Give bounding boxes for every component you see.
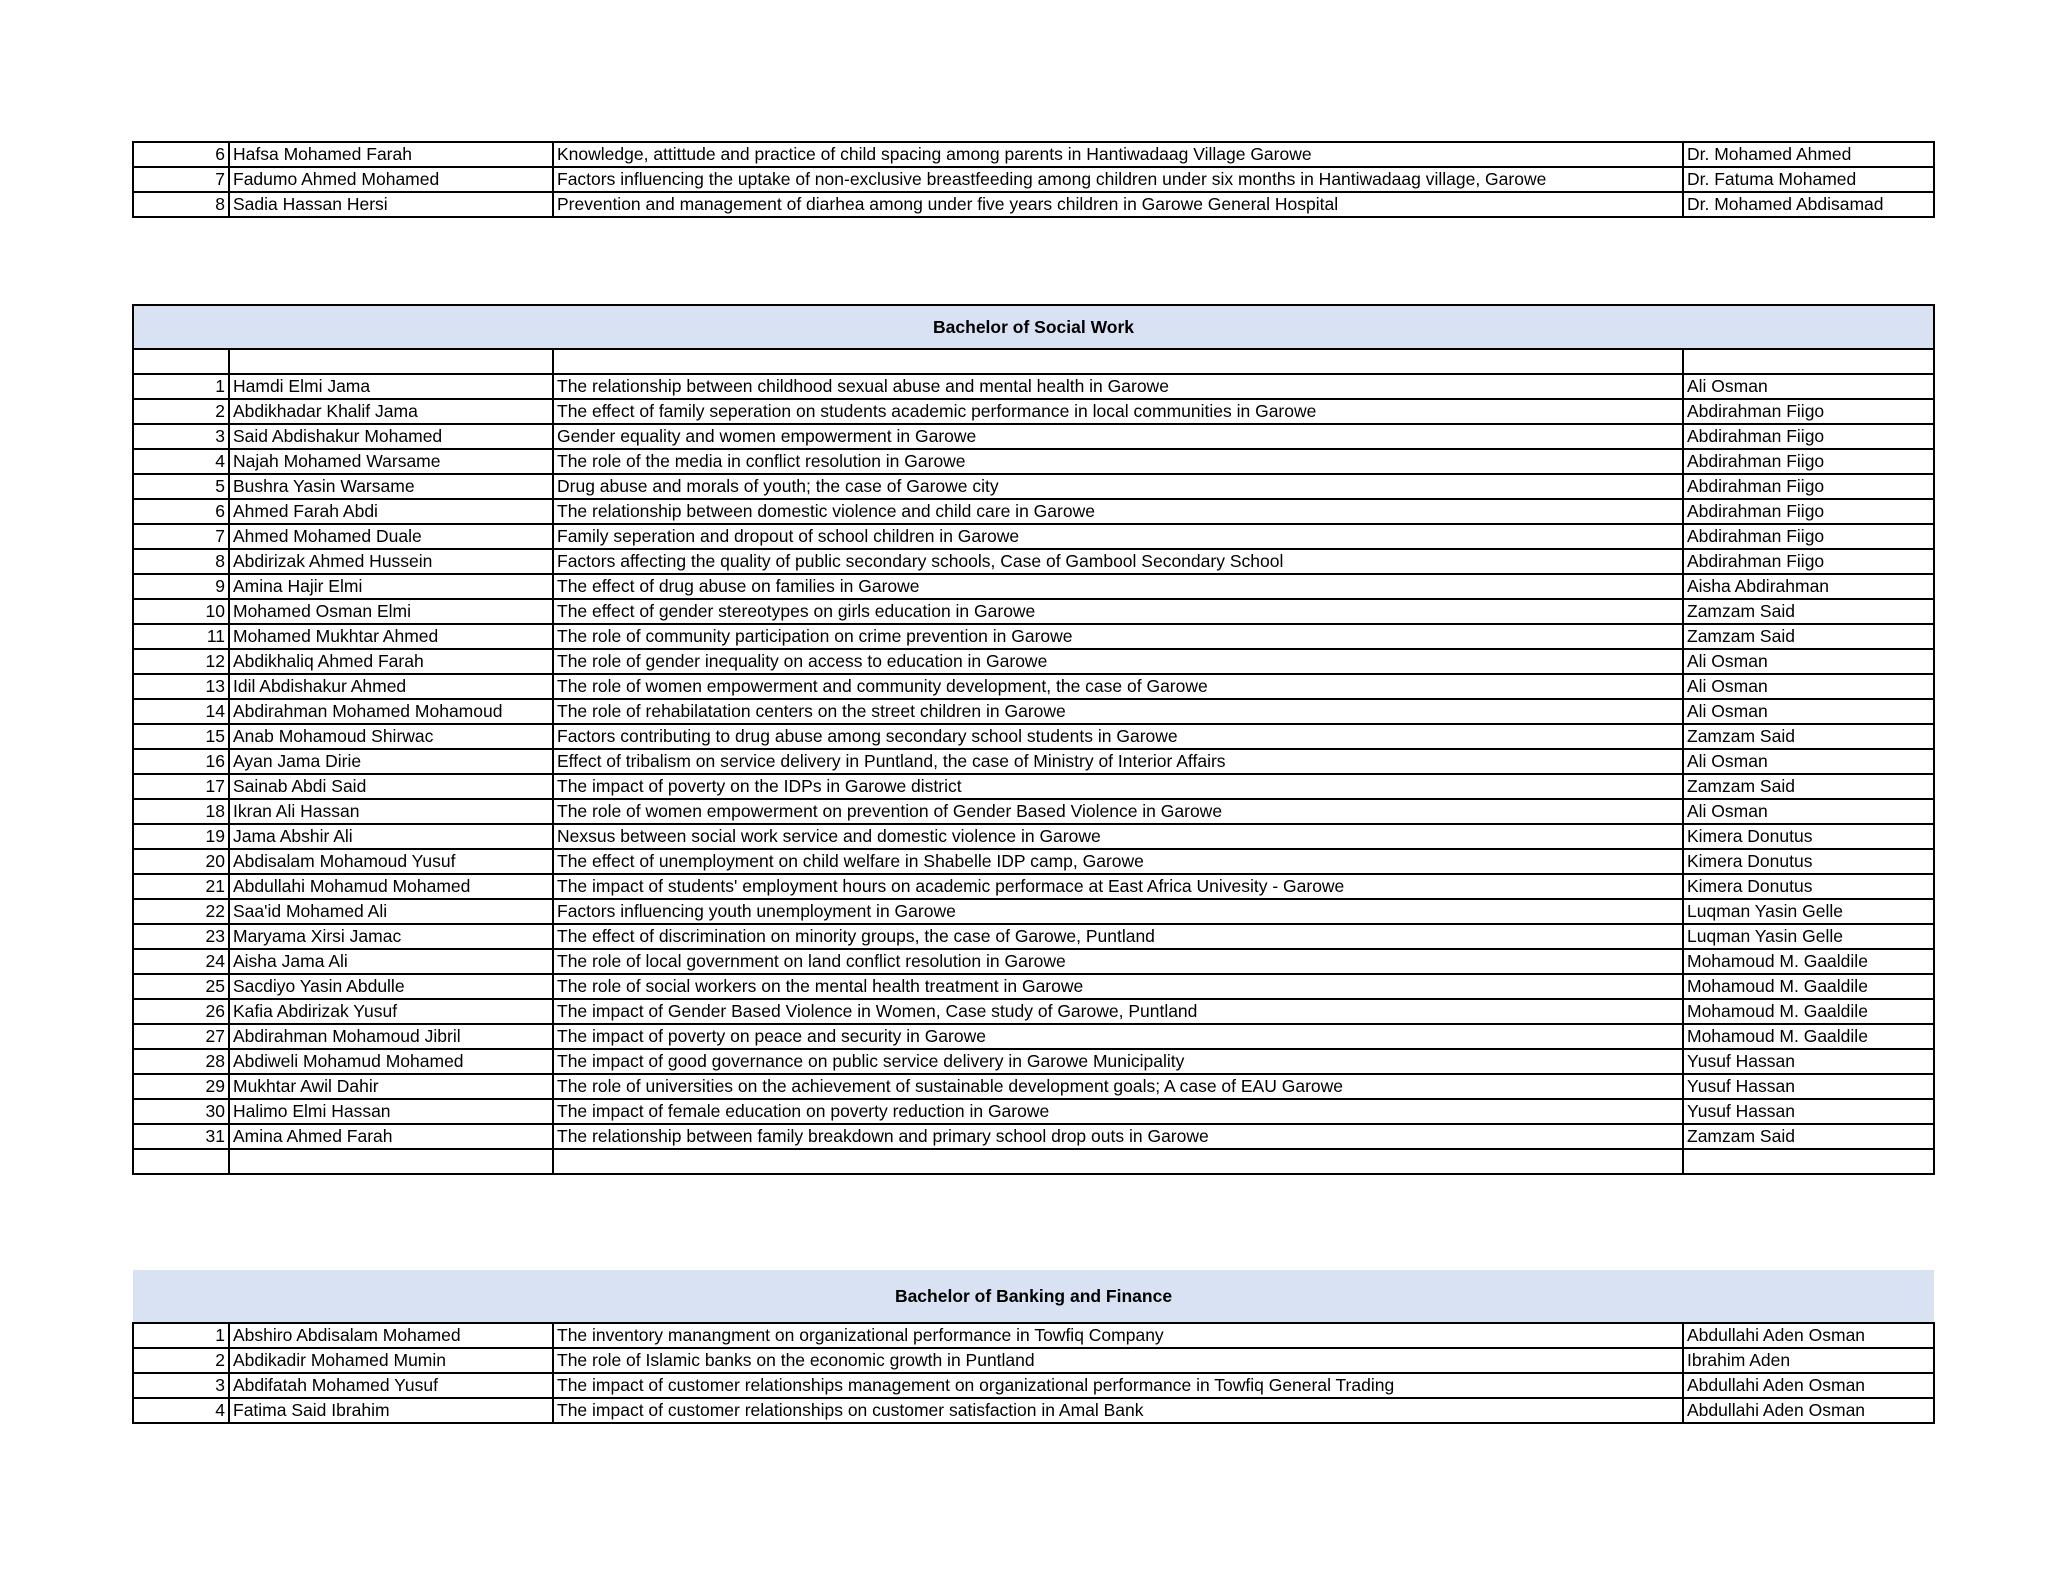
supervisor-name: Dr. Mohamed Ahmed xyxy=(1683,142,1934,167)
research-topic: The role of social workers on the mental health treatment in Garowe xyxy=(553,974,1683,999)
student-name: Hamdi Elmi Jama xyxy=(229,374,553,399)
row-number: 6 xyxy=(133,142,229,167)
row-number: 6 xyxy=(133,499,229,524)
supervisor-name: Zamzam Said xyxy=(1683,624,1934,649)
row-number: 8 xyxy=(133,549,229,574)
research-topic: The effect of drug abuse on families in Garowe xyxy=(553,574,1683,599)
supervisor-name: Ali Osman xyxy=(1683,674,1934,699)
row-number: 7 xyxy=(133,524,229,549)
row-number: 27 xyxy=(133,1024,229,1049)
student-name: Sadia Hassan Hersi xyxy=(229,192,553,217)
student-name: Abdikadir Mohamed Mumin xyxy=(229,1348,553,1373)
research-topic: The inventory manangment on organizational performance in Towfiq Company xyxy=(553,1323,1683,1348)
research-topic: The effect of unemployment on child welfare in Shabelle IDP camp, Garowe xyxy=(553,849,1683,874)
table-row xyxy=(133,374,1934,399)
row-number: 14 xyxy=(133,699,229,724)
research-topic: The impact of good governance on public service delivery in Garowe Municipality xyxy=(553,1049,1683,1074)
row-number: 13 xyxy=(133,674,229,699)
table-row xyxy=(133,624,1934,649)
row-number: 3 xyxy=(133,1373,229,1398)
student-name: Abdisalam Mohamoud Yusuf xyxy=(229,849,553,874)
student-name: Najah Mohamed Warsame xyxy=(229,449,553,474)
row-number: 2 xyxy=(133,399,229,424)
research-topic: The role of Islamic banks on the economic growth in Puntland xyxy=(553,1348,1683,1373)
section-title: Bachelor of Banking and Finance xyxy=(133,1270,1934,1323)
research-topic: The impact of customer relationships management on organizational performance in Towfiq General Trading xyxy=(553,1373,1683,1398)
row-number: 11 xyxy=(133,624,229,649)
row-number: 17 xyxy=(133,774,229,799)
research-topic: Effect of tribalism on service delivery in Puntland, the case of Ministry of Interior Affairs xyxy=(553,749,1683,774)
research-topic: The role of local government on land conflict resolution in Garowe xyxy=(553,949,1683,974)
table-row xyxy=(133,599,1934,624)
supervisor-name: Ali Osman xyxy=(1683,699,1934,724)
table-row xyxy=(133,424,1934,449)
row-number: 1 xyxy=(133,374,229,399)
supervisor-name: Abdullahi Aden Osman xyxy=(1683,1398,1934,1423)
research-topic: The role of gender inequality on access to education in Garowe xyxy=(553,649,1683,674)
row-number: 21 xyxy=(133,874,229,899)
research-topic: Drug abuse and morals of youth; the case of Garowe city xyxy=(553,474,1683,499)
table-row xyxy=(133,142,1934,167)
table-row xyxy=(133,674,1934,699)
table-row xyxy=(133,1323,1934,1348)
student-name: Amina Ahmed Farah xyxy=(229,1124,553,1149)
row-number: 19 xyxy=(133,824,229,849)
row-number: 24 xyxy=(133,949,229,974)
table-row xyxy=(133,1049,1934,1074)
student-name: Abdifatah Mohamed Yusuf xyxy=(229,1373,553,1398)
row-number: 25 xyxy=(133,974,229,999)
student-name: Ayan Jama Dirie xyxy=(229,749,553,774)
table-row xyxy=(133,1024,1934,1049)
row-number: 10 xyxy=(133,599,229,624)
student-name: Mohamed Osman Elmi xyxy=(229,599,553,624)
table-row xyxy=(133,1398,1934,1423)
research-topic: The role of women empowerment and community development, the case of Garowe xyxy=(553,674,1683,699)
row-number: 28 xyxy=(133,1049,229,1074)
student-name: Mohamed Mukhtar Ahmed xyxy=(229,624,553,649)
social-work-table xyxy=(132,304,1935,1175)
student-name: Amina Hajir Elmi xyxy=(229,574,553,599)
table-row xyxy=(133,699,1934,724)
supervisor-name: Mohamoud M. Gaaldile xyxy=(1683,974,1934,999)
row-number: 1 xyxy=(133,1323,229,1348)
supervisor-name: Dr. Mohamed Abdisamad xyxy=(1683,192,1934,217)
student-name: Anab Mohamoud Shirwac xyxy=(229,724,553,749)
supervisor-name: Mohamoud M. Gaaldile xyxy=(1683,999,1934,1024)
table-row xyxy=(133,974,1934,999)
supervisor-name: Ali Osman xyxy=(1683,649,1934,674)
supervisor-name: Abdullahi Aden Osman xyxy=(1683,1323,1934,1348)
research-topic: Factors influencing the uptake of non-exclusive breastfeeding among children under six months in Hantiwadaag village, Garowe xyxy=(553,167,1683,192)
supervisor-name: Kimera Donutus xyxy=(1683,849,1934,874)
row-number: 23 xyxy=(133,924,229,949)
research-topic: The relationship between domestic violence and child care in Garowe xyxy=(553,499,1683,524)
student-name: Hafsa Mohamed Farah xyxy=(229,142,553,167)
research-topic: Gender equality and women empowerment in Garowe xyxy=(553,424,1683,449)
student-name: Sainab Abdi Said xyxy=(229,774,553,799)
supervisor-name: Abdirahman Fiigo xyxy=(1683,449,1934,474)
continued-table-body xyxy=(133,142,1934,217)
supervisor-name: Yusuf Hassan xyxy=(1683,1049,1934,1074)
row-number: 20 xyxy=(133,849,229,874)
row-number: 3 xyxy=(133,424,229,449)
blank-row xyxy=(133,1149,1934,1174)
student-name: Abdikhaliq Ahmed Farah xyxy=(229,649,553,674)
research-topic: The relationship between family breakdown and primary school drop outs in Garowe xyxy=(553,1124,1683,1149)
research-topic: The effect of gender stereotypes on girls education in Garowe xyxy=(553,599,1683,624)
row-number: 4 xyxy=(133,449,229,474)
row-number: 29 xyxy=(133,1074,229,1099)
supervisor-name: Mohamoud M. Gaaldile xyxy=(1683,949,1934,974)
research-topic: The impact of female education on poverty reduction in Garowe xyxy=(553,1099,1683,1124)
supervisor-name: Yusuf Hassan xyxy=(1683,1099,1934,1124)
row-number: 12 xyxy=(133,649,229,674)
student-name: Abdirahman Mohamed Mohamoud xyxy=(229,699,553,724)
research-topic: The role of rehabilatation centers on the street children in Garowe xyxy=(553,699,1683,724)
student-name: Fadumo Ahmed Mohamed xyxy=(229,167,553,192)
supervisor-name: Kimera Donutus xyxy=(1683,824,1934,849)
research-topic: The impact of poverty on the IDPs in Garowe district xyxy=(553,774,1683,799)
table-row xyxy=(133,1124,1934,1149)
table-row xyxy=(133,724,1934,749)
supervisor-name: Zamzam Said xyxy=(1683,599,1934,624)
research-topic: The impact of Gender Based Violence in Women, Case study of Garowe, Puntland xyxy=(553,999,1683,1024)
supervisor-name: Mohamoud M. Gaaldile xyxy=(1683,1024,1934,1049)
table-row xyxy=(133,549,1934,574)
supervisor-name: Abdirahman Fiigo xyxy=(1683,399,1934,424)
student-name: Ahmed Farah Abdi xyxy=(229,499,553,524)
research-topic: The role of the media in conflict resolution in Garowe xyxy=(553,449,1683,474)
student-name: Bushra Yasin Warsame xyxy=(229,474,553,499)
student-name: Abshiro Abdisalam Mohamed xyxy=(229,1323,553,1348)
student-name: Mukhtar Awil Dahir xyxy=(229,1074,553,1099)
research-topic: The relationship between childhood sexual abuse and mental health in Garowe xyxy=(553,374,1683,399)
row-number: 16 xyxy=(133,749,229,774)
row-number: 8 xyxy=(133,192,229,217)
research-topic: Knowledge, attittude and practice of child spacing among parents in Hantiwadaag Village Garowe xyxy=(553,142,1683,167)
student-name: Saa'id Mohamed Ali xyxy=(229,899,553,924)
student-name: Abdikhadar Khalif Jama xyxy=(229,399,553,424)
row-number: 26 xyxy=(133,999,229,1024)
student-name: Halimo Elmi Hassan xyxy=(229,1099,553,1124)
supervisor-name: Luqman Yasin Gelle xyxy=(1683,924,1934,949)
research-topic: The impact of students' employment hours on academic performace at East Africa Univesity - Garowe xyxy=(553,874,1683,899)
research-topic: Factors affecting the quality of public secondary schools, Case of Gambool Secondary School xyxy=(553,549,1683,574)
student-name: Ikran Ali Hassan xyxy=(229,799,553,824)
table-row xyxy=(133,192,1934,217)
student-name: Said Abdishakur Mohamed xyxy=(229,424,553,449)
supervisor-name: Abdirahman Fiigo xyxy=(1683,474,1934,499)
research-topic: The role of women empowerment on prevention of Gender Based Violence in Garowe xyxy=(553,799,1683,824)
research-topic: Nexsus between social work service and domestic violence in Garowe xyxy=(553,824,1683,849)
research-topic: The impact of customer relationships on customer satisfaction in Amal Bank xyxy=(553,1398,1683,1423)
table-row xyxy=(133,1074,1934,1099)
student-name: Sacdiyo Yasin Abdulle xyxy=(229,974,553,999)
supervisor-name: Luqman Yasin Gelle xyxy=(1683,899,1934,924)
supervisor-name: Ibrahim Aden xyxy=(1683,1348,1934,1373)
row-number: 31 xyxy=(133,1124,229,1149)
supervisor-name: Ali Osman xyxy=(1683,799,1934,824)
table-row xyxy=(133,1373,1934,1398)
table-row xyxy=(133,749,1934,774)
student-name: Abdiweli Mohamud Mohamed xyxy=(229,1049,553,1074)
row-number: 30 xyxy=(133,1099,229,1124)
table-row xyxy=(133,449,1934,474)
table-row xyxy=(133,799,1934,824)
student-name: Fatima Said Ibrahim xyxy=(229,1398,553,1423)
table-row xyxy=(133,399,1934,424)
student-name: Jama Abshir Ali xyxy=(229,824,553,849)
table-row xyxy=(133,874,1934,899)
research-topic: The effect of discrimination on minority groups, the case of Garowe, Puntland xyxy=(553,924,1683,949)
table-row xyxy=(133,474,1934,499)
table-row xyxy=(133,999,1934,1024)
research-topic: Factors contributing to drug abuse among secondary school students in Garowe xyxy=(553,724,1683,749)
supervisor-name: Ali Osman xyxy=(1683,749,1934,774)
row-number: 7 xyxy=(133,167,229,192)
supervisor-name: Dr. Fatuma Mohamed xyxy=(1683,167,1934,192)
supervisor-name: Yusuf Hassan xyxy=(1683,1074,1934,1099)
supervisor-name: Abdirahman Fiigo xyxy=(1683,499,1934,524)
table-row xyxy=(133,824,1934,849)
blank-row xyxy=(133,349,1934,374)
student-name: Idil Abdishakur Ahmed xyxy=(229,674,553,699)
row-number: 22 xyxy=(133,899,229,924)
research-topic: Factors influencing youth unemployment in Garowe xyxy=(553,899,1683,924)
supervisor-name: Abdirahman Fiigo xyxy=(1683,524,1934,549)
section-title: Bachelor of Social Work xyxy=(133,305,1934,349)
student-name: Abdirahman Mohamoud Jibril xyxy=(229,1024,553,1049)
table-row xyxy=(133,499,1934,524)
supervisor-name: Abdirahman Fiigo xyxy=(1683,549,1934,574)
row-number: 2 xyxy=(133,1348,229,1373)
banking-finance-body xyxy=(133,1323,1934,1423)
social-work-header-row xyxy=(133,305,1934,349)
research-topic: The role of universities on the achievement of sustainable development goals; A case of EAU Garowe xyxy=(553,1074,1683,1099)
supervisor-name: Ali Osman xyxy=(1683,374,1934,399)
table-row xyxy=(133,649,1934,674)
banking-finance-table xyxy=(132,1270,1935,1424)
row-number: 4 xyxy=(133,1398,229,1423)
table-row xyxy=(133,924,1934,949)
table-row xyxy=(133,574,1934,599)
supervisor-name: Zamzam Said xyxy=(1683,724,1934,749)
table-row xyxy=(133,774,1934,799)
table-row xyxy=(133,524,1934,549)
row-number: 5 xyxy=(133,474,229,499)
row-number: 18 xyxy=(133,799,229,824)
table-row xyxy=(133,849,1934,874)
supervisor-name: Kimera Donutus xyxy=(1683,874,1934,899)
row-number: 15 xyxy=(133,724,229,749)
student-name: Maryama Xirsi Jamac xyxy=(229,924,553,949)
supervisor-name: Abdullahi Aden Osman xyxy=(1683,1373,1934,1398)
student-name: Ahmed Mohamed Duale xyxy=(229,524,553,549)
student-name: Aisha Jama Ali xyxy=(229,949,553,974)
supervisor-name: Zamzam Said xyxy=(1683,1124,1934,1149)
student-name: Abdirizak Ahmed Hussein xyxy=(229,549,553,574)
research-topic: Family seperation and dropout of school children in Garowe xyxy=(553,524,1683,549)
research-topic: The role of community participation on crime prevention in Garowe xyxy=(553,624,1683,649)
research-topic: Prevention and management of diarhea among under five years children in Garowe General Hospital xyxy=(553,192,1683,217)
table-row xyxy=(133,1348,1934,1373)
research-topic: The effect of family seperation on students academic performance in local communities in Garowe xyxy=(553,399,1683,424)
row-number: 9 xyxy=(133,574,229,599)
student-name: Abdullahi Mohamud Mohamed xyxy=(229,874,553,899)
table-row xyxy=(133,1099,1934,1124)
table-row xyxy=(133,899,1934,924)
table-row xyxy=(133,949,1934,974)
social-work-body xyxy=(133,374,1934,1149)
supervisor-name: Aisha Abdirahman xyxy=(1683,574,1934,599)
continued-table xyxy=(132,141,1935,218)
table-row xyxy=(133,167,1934,192)
supervisor-name: Abdirahman Fiigo xyxy=(1683,424,1934,449)
supervisor-name: Zamzam Said xyxy=(1683,774,1934,799)
student-name: Kafia Abdirizak Yusuf xyxy=(229,999,553,1024)
research-topic: The impact of poverty on peace and security in Garowe xyxy=(553,1024,1683,1049)
banking-finance-header-row xyxy=(133,1270,1934,1323)
